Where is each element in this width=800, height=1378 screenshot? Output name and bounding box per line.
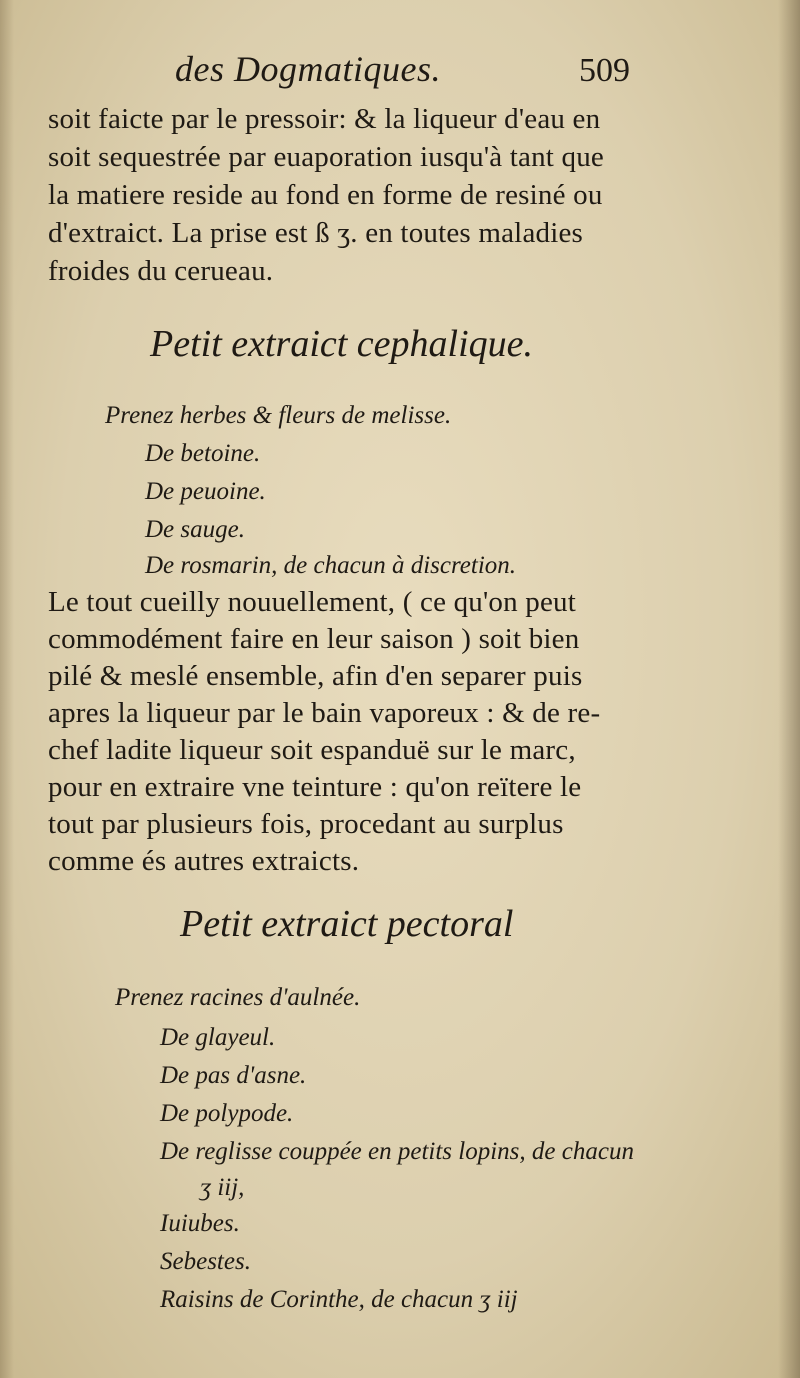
text-line: pilé & meslé ensemble, afin d'en separer puis (48, 660, 583, 692)
text-line: soit faicte par le pressoir: & la liqueur d'eau en (48, 103, 601, 135)
text-line: chef ladite liqueur soit espanduë sur le marc, (48, 734, 576, 766)
text-line: comme és autres extraicts. (48, 845, 360, 877)
ingredient-line: De glayeul. (160, 1024, 276, 1051)
ingredient-line: Iuiubes. (160, 1210, 240, 1237)
text-line: commodément faire en leur saison ) soit bien (48, 623, 580, 655)
text-line: tout par plusieurs fois, procedant au surplus (48, 808, 564, 840)
page-left-shadow (0, 0, 14, 1378)
text-line: Le tout cueilly nouuellement, ( ce qu'on peut (48, 586, 577, 618)
ingredient-line: De polypode. (160, 1100, 294, 1127)
ingredient-line: Prenez racines d'aulnée. (115, 984, 361, 1011)
ingredient-line: De betoine. (145, 440, 261, 467)
section-heading-cephalique: Petit extraict cephalique. (150, 323, 534, 365)
text-line: froides du cerueau. (48, 255, 274, 287)
running-head: des Dogmatiques. (175, 49, 441, 89)
page-number: 509 (579, 52, 630, 89)
ingredient-line: De reglisse couppée en petits lopins, de chacun (160, 1138, 634, 1165)
section-heading-pectoral: Petit extraict pectoral (180, 903, 514, 945)
ingredient-line: De sauge. (145, 516, 245, 543)
ingredient-line: Prenez herbes & fleurs de melisse. (105, 402, 452, 429)
page-right-shadow (778, 0, 800, 1378)
text-line: apres la liqueur par le bain vaporeux : & de re- (48, 697, 601, 729)
ingredient-line: De peuoine. (145, 478, 266, 505)
ingredient-line: Sebestes. (160, 1248, 251, 1275)
ingredient-line: De pas d'asne. (160, 1062, 307, 1089)
text-line: la matiere reside au fond en forme de resiné ou (48, 179, 603, 211)
ingredient-line: De rosmarin, de chacun à discretion. (145, 552, 517, 579)
page-header (160, 48, 630, 100)
text-line: soit sequestrée par euaporation iusqu'à tant que (48, 141, 604, 173)
text-line: pour en extraire vne teinture : qu'on reïtere le (48, 771, 582, 803)
ingredient-line: ʒ iij, (200, 1174, 245, 1201)
ingredient-line: Raisins de Corinthe, de chacun ʒ iij (160, 1286, 518, 1313)
text-line: d'extraict. La prise est ß ʒ. en toutes maladies (48, 217, 584, 249)
